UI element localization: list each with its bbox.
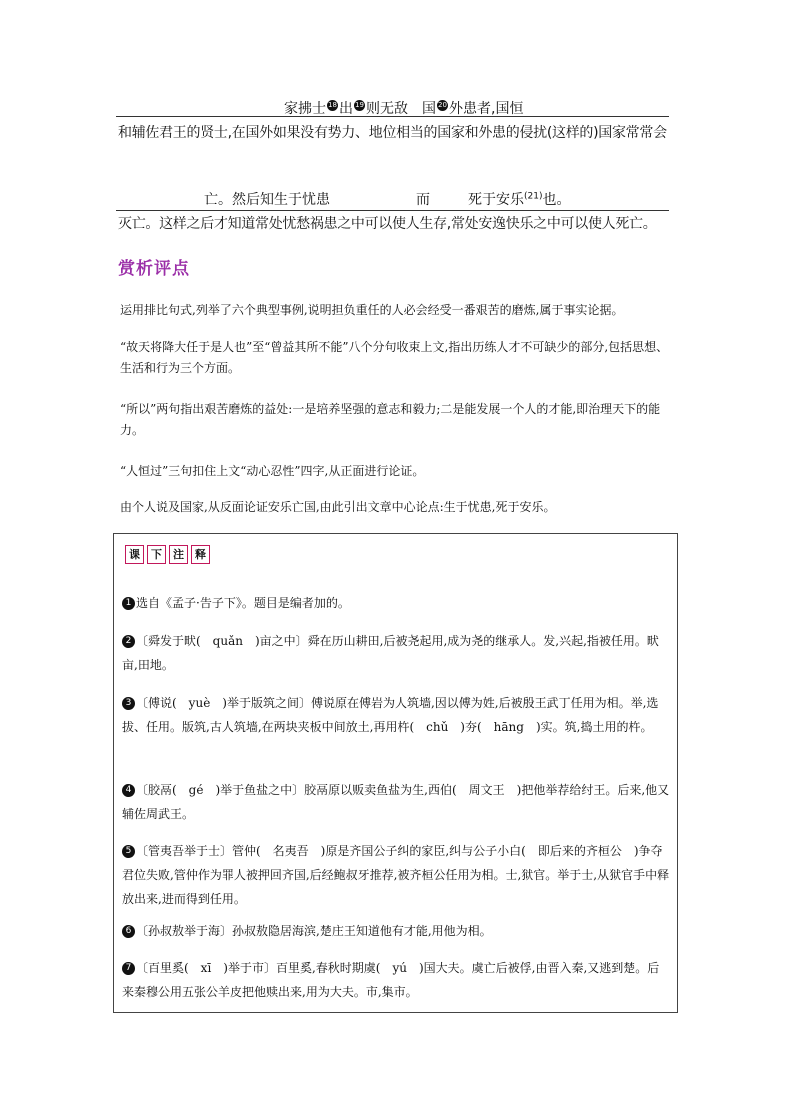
note-text-6: 〔孙叔敖举于海〕孙叔敖隐居海滨,楚庄王知道他有才能,用他为相。	[136, 924, 492, 938]
divider-rule-1	[116, 116, 669, 117]
line1-text-a: 家拂士	[284, 101, 326, 117]
comment-paragraph-2: “故天将降大任于是人也”至“曾益其所不能”八个分句收束上文,指出历练人才不可缺少的部分,包括思想、生活和行为三个方面。	[120, 340, 669, 375]
comment-paragraph-4: “人恒过”三句扣住上文“动心忍性”四字,从正面进行论证。	[120, 464, 425, 478]
line1-text-c: 则无敌 国	[366, 101, 436, 117]
line3-text-c: 死于安乐	[468, 192, 524, 208]
note-number-2: 2	[122, 635, 135, 648]
note-text-2: 〔舜发于畎( quǎn )亩之中〕舜在历山耕田,后被尧起用,成为尧的继承人。发,兴起,指被任用。畎亩,田地。	[122, 634, 659, 672]
line3-text-d: 也。	[542, 192, 571, 208]
note-item-2	[122, 629, 670, 677]
note-item-5	[122, 839, 670, 911]
note-number-1: 1	[122, 597, 135, 610]
comment-paragraph-1: 运用排比句式,列举了六个典型事例,说明担负重任的人必会经受一番艰苦的磨炼,属于事实论据。	[120, 303, 624, 317]
marker-19: 19	[355, 101, 364, 110]
translation-line-4: 灭亡。这样之后才知道常处忧愁祸患之中可以使人生存,常处安逸快乐之中可以使人死亡。	[118, 216, 657, 232]
notes-box-header	[125, 545, 210, 564]
comment-paragraph-3: “所以”两句指出艰苦磨炼的益处:一是培养坚强的意志和毅力;二是能发展一个人的才能,即治理天下的能力。	[120, 402, 661, 437]
line3-superscript: (21)	[524, 191, 543, 202]
note-item-3	[122, 691, 670, 739]
header-char-1: 课	[125, 545, 144, 564]
marker-20: 20	[438, 101, 447, 110]
note-text-7: 〔百里奚( xī )举于市〕百里奚,春秋时期虞( yú )国大夫。虞亡后被俘,由晋入秦,又逃到楚。后来秦穆公用五张公羊皮把他赎出来,用为大夫。市,集市。	[122, 961, 660, 999]
note-number-4: 4	[122, 784, 135, 797]
note-number-6: 6	[122, 925, 135, 938]
translation-line-1	[284, 98, 523, 118]
note-number-3: 3	[122, 697, 135, 710]
note-item-7	[122, 956, 670, 1004]
section-title: 赏析评点	[118, 259, 190, 279]
note-number-7: 7	[122, 962, 135, 975]
note-text-3: 〔傅说( yuè )举于版筑之间〕傅说原在傅岩为人筑墙,因以傅为姓,后被殷王武丁任用为相。举,选拔、任用。版筑,古人筑墙,在两块夹板中间放土,再用杵( chǔ )夯( hāng )实。筑,捣土用的杵。	[122, 696, 659, 734]
line1-text-d: 外患者,国恒	[449, 101, 524, 117]
note-text-1: 选自《孟子·告子下》。题目是编者加的。	[136, 596, 350, 610]
header-char-2: 下	[147, 545, 166, 564]
translation-line-3	[204, 189, 570, 209]
line3-text-b: 而	[416, 192, 430, 208]
divider-rule-2	[116, 210, 669, 211]
line1-text-b: 出	[339, 101, 353, 117]
header-char-4: 释	[191, 545, 210, 564]
note-number-5: 5	[122, 845, 135, 858]
note-item-6	[122, 919, 670, 943]
note-item-4	[122, 778, 670, 826]
line3-text-a: 亡。然后知生于忧患	[204, 192, 330, 208]
marker-18: 18	[328, 101, 337, 110]
comment-paragraph-5: 由个人说及国家,从反面论证安乐亡国,由此引出文章中心论点:生于忧患,死于安乐。	[120, 500, 556, 514]
note-item-1	[122, 591, 670, 615]
note-text-5: 〔管夷吾举于士〕管仲( 名夷吾 )原是齐国公子纠的家臣,纠与公子小白( 即后来的齐桓公 )争夺君位失败,管仲作为罪人被押回齐国,后经鲍叔牙推荐,被齐桓公任用为相。士,狱官。举于士,从狱官手中释放出来,进而得到任用。	[122, 844, 670, 906]
note-text-4: 〔胶鬲( gé )举于鱼盐之中〕胶鬲原以贩卖鱼盐为生,西伯( 周文王 )把他举荐给纣王。后来,他又辅佐周武王。	[122, 783, 670, 821]
translation-line-2: 和辅佐君王的贤士,在国外如果没有势力、地位相当的国家和外患的侵扰(这样的)国家常常会	[118, 125, 667, 141]
notes-box	[113, 533, 678, 1013]
header-char-3: 注	[169, 545, 188, 564]
